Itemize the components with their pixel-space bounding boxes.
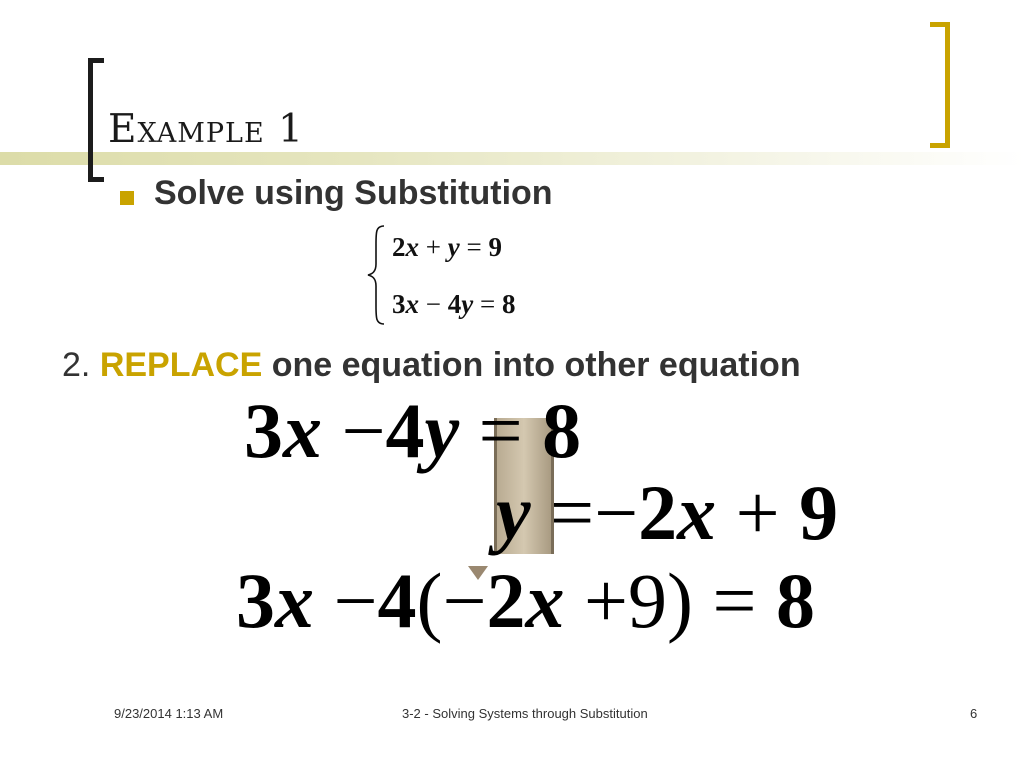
left-brace-icon (366, 224, 388, 326)
equation-1 (244, 387, 582, 474)
operator: + (425, 232, 441, 262)
variable-x: x (283, 387, 322, 474)
variable-y: y (461, 289, 474, 319)
operator: − (425, 289, 441, 319)
slide-title: Example 1 (108, 107, 304, 152)
equals: = (712, 557, 757, 644)
inner-variable-x: x (525, 557, 565, 644)
negative-sign: − (594, 469, 639, 556)
right-bracket-decoration (930, 22, 950, 148)
coefficient: 4 (447, 289, 462, 319)
system-equation-1 (392, 234, 502, 261)
equals: = (466, 232, 482, 262)
step-keyword: REPLACE (99, 346, 263, 384)
title-band (0, 152, 1024, 165)
variable-x: x (405, 232, 419, 262)
coefficient: 4 (385, 387, 425, 474)
close-paren: ) (666, 557, 693, 644)
footer-date: 9/23/2014 1:13 AM (114, 706, 224, 721)
variable-y: y (447, 232, 460, 262)
footer-page-number: 6 (970, 706, 978, 721)
inner-coefficient: 2 (486, 557, 526, 644)
step-text: one equation into other equation (271, 346, 801, 384)
step-number: 2. (62, 346, 91, 384)
variable-y: y (496, 469, 531, 556)
coefficient: 4 (377, 557, 417, 644)
system-equation-2 (392, 291, 515, 318)
variable-x: x (405, 289, 419, 319)
equals: = (479, 289, 496, 319)
step-instruction (62, 348, 801, 382)
equation-2 (496, 469, 839, 556)
operator: + (735, 469, 780, 556)
rhs: 9 (488, 232, 502, 262)
plus: + (583, 557, 628, 644)
rhs: 8 (775, 557, 815, 644)
coefficient: 3 (236, 557, 275, 644)
left-bracket-decoration (88, 58, 104, 182)
variable-x: x (275, 557, 314, 644)
negative-sign: − (442, 557, 487, 644)
rhs: 8 (542, 387, 582, 474)
rhs: 8 (501, 289, 516, 319)
constant: 9 (799, 469, 839, 556)
coefficient: 2 (638, 469, 678, 556)
equals: = (478, 387, 523, 474)
operator: − (333, 557, 378, 644)
coefficient: 2 (392, 232, 406, 262)
coefficient: 3 (392, 289, 406, 319)
equals: = (550, 469, 595, 556)
equation-3 (236, 557, 815, 644)
bullet-square-icon (120, 191, 134, 205)
bullet-text: Solve using Substitution (154, 174, 553, 212)
variable-y: y (424, 387, 460, 474)
footer-title: 3-2 - Solving Systems through Substitution (402, 706, 648, 721)
coefficient: 3 (244, 387, 283, 474)
open-paren: ( (416, 557, 443, 644)
variable-x: x (677, 469, 717, 556)
operator: − (341, 387, 386, 474)
inner-constant: 9 (627, 557, 667, 644)
